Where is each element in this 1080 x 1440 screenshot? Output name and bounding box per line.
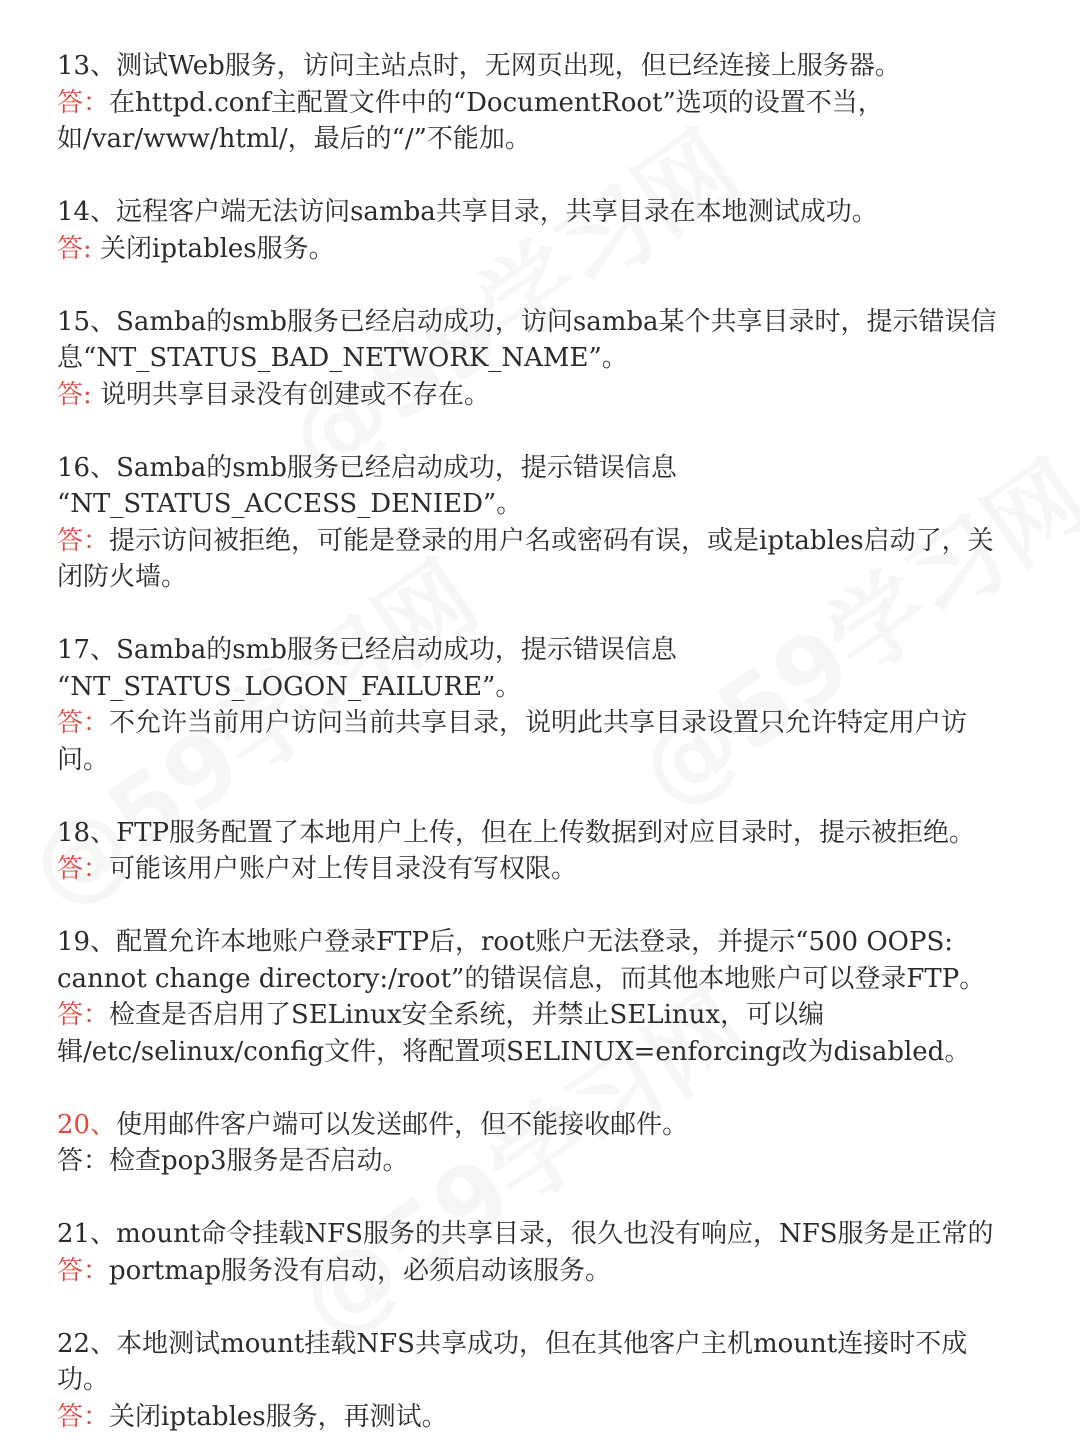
question-text: 测试Web服务，访问主站点时，无网页出现，但已经连接上服务器。 [116,51,901,81]
question-text: mount命令挂载NFS服务的共享目录，很久也没有响应，NFS服务是正常的 [116,1219,994,1249]
question-text: Samba的smb服务已经启动成功，提示错误信息 [116,635,677,665]
answer-label: 答： [57,1401,110,1432]
question-text: Samba的smb服务已经启动成功，访问samba某个共享目录时，提示错误信息“NT_STATUS_BAD_NETWORK_NAME”。 [57,306,997,373]
answer [57,851,1017,888]
answer-text: 关闭iptables服务，再测试。 [109,1401,448,1432]
question-number: 17、 [57,635,117,665]
question-text-cont: “NT_STATUS_LOGON_FAILURE”。 [57,671,522,702]
question-text: 使用邮件客户端可以发送邮件，但不能接收邮件。 [116,1109,689,1140]
answer-text: 关闭iptables服务。 [100,233,335,264]
answer-label: 答: [57,379,101,410]
question [57,1326,1017,1399]
qa-item-14 [57,194,1017,267]
question [57,632,1017,669]
question [57,194,1017,231]
qa-item-21 [57,1216,1017,1289]
answer-continuation [57,1034,1017,1071]
answer-label: 答： [57,1146,110,1176]
answer-text: 在httpd.conf主配置文件中的“DocumentRoot”选项的设置不当，如/var/www/html/，最后的“/”不能加。 [57,87,884,154]
answer [57,85,1017,158]
qa-item-22 [57,1326,1017,1436]
qa-item-19 [57,924,1017,1070]
answer-label: 答: [57,233,101,264]
question-text: FTP服务配置了本地用户上传，但在上传数据到对应目录时，提示被拒绝。 [116,817,975,848]
answer-label: 答： [57,708,110,738]
qa-item-15 [57,304,1017,414]
answer-text: 检查pop3服务是否启动。 [109,1146,409,1176]
answer [57,1253,1017,1290]
answer-text: 说明共享目录没有创建或不存在。 [100,379,491,410]
answer-text-cont: 辑/etc/selinux/config文件，将配置项SELINUX=enforcing改为disabled。 [57,1036,971,1067]
question [57,48,1017,85]
answer [57,997,1017,1034]
answer-text: 可能该用户账户对上传目录没有写权限。 [109,854,578,884]
answer [57,1143,1017,1180]
answer-label: 答： [57,87,110,118]
qa-list [57,48,1017,1435]
answer-text: portmap服务没有启动，必须启动该服务。 [109,1255,611,1286]
question-continuation [57,669,1017,706]
question [57,304,1017,377]
answer-label: 答： [57,1000,110,1030]
question-text: 配置允许本地账户登录FTP后，root账户无法登录，并提示“500 OOPS: cannot change directory:/root”的错误信息，而其他本地账户可以登录FTP。 [57,927,986,994]
answer [57,523,1017,596]
answer-label: 答： [57,1255,110,1286]
question-number: 22、 [57,1328,117,1359]
answer [57,231,1017,268]
answer [57,705,1017,778]
question-text: 本地测试mount挂载NFS共享成功，但在其他客户主机mount连接时不成功。 [57,1328,968,1395]
answer-text: 检查是否启用了SELinux安全系统，并禁止SELinux，可以编 [109,1000,825,1030]
answer-text: 不允许当前用户访问当前共享目录，说明此共享目录设置只允许特定用户访问。 [57,708,968,775]
question [57,1216,1017,1253]
qa-item-18 [57,815,1017,888]
question-number: 18、 [57,817,117,848]
question-text: 远程客户端无法访问samba共享目录，共享目录在本地测试成功。 [116,197,878,227]
question-continuation [57,486,1017,523]
question [57,815,1017,852]
qa-item-13 [57,48,1017,158]
qa-item-17 [57,632,1017,778]
answer [57,1399,1017,1436]
question-number: 19、 [57,927,117,957]
answer-label: 答： [57,854,110,884]
answer-label: 答： [57,525,110,556]
answer [57,377,1017,414]
question [57,450,1017,487]
question-number: 15、 [57,306,117,337]
question-text-cont: “NT_STATUS_ACCESS_DENIED”。 [57,489,523,519]
answer-text: 提示访问被拒绝，可能是登录的用户名或密码有误，或是iptables启动了，关闭防火墙。 [57,525,994,592]
question-text: Samba的smb服务已经启动成功，提示错误信息 [116,452,677,483]
qa-item-16 [57,450,1017,596]
question [57,1107,1017,1144]
qa-item-20 [57,1107,1017,1180]
question-number: 14、 [57,197,117,227]
question-number: 16、 [57,452,117,483]
question-number: 20、 [57,1109,117,1140]
question [57,924,1017,997]
question-number: 21、 [57,1219,117,1249]
question-number: 13、 [57,51,117,81]
